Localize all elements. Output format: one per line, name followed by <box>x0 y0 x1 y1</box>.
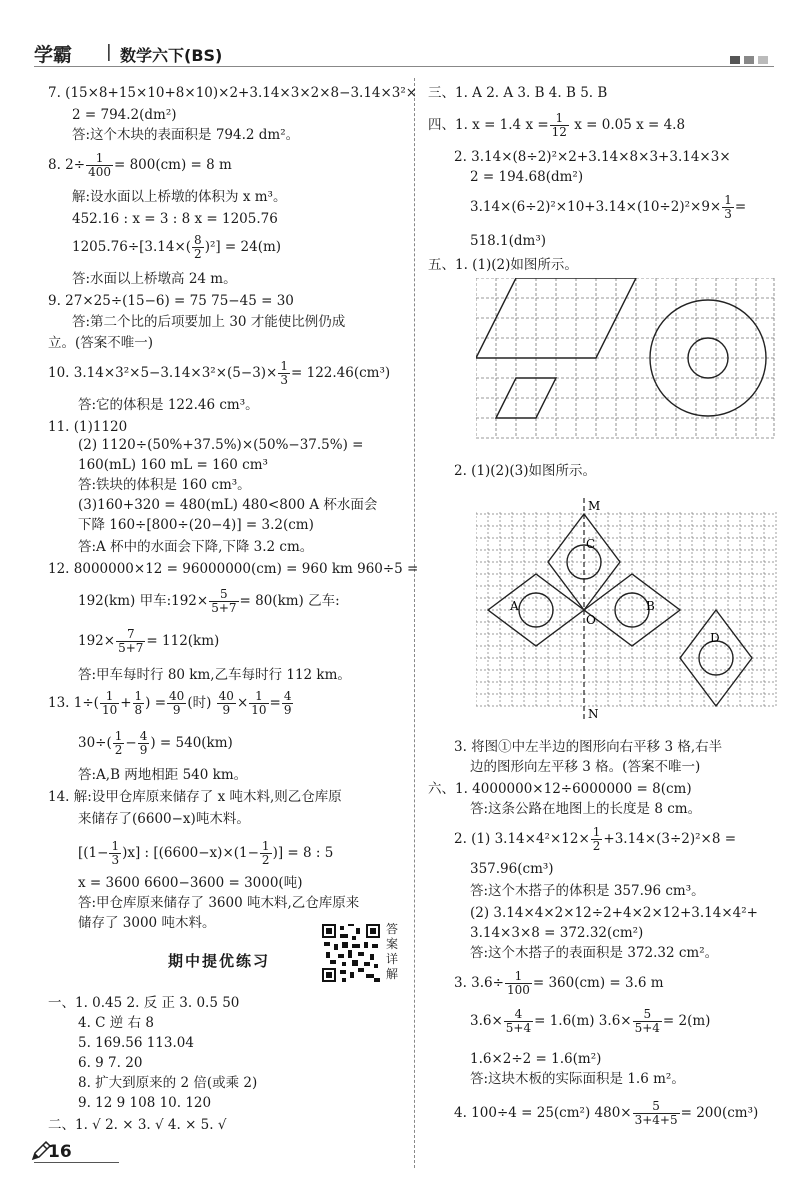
answer-line <box>72 234 281 261</box>
label-n: N <box>588 707 599 721</box>
answer-line: 来储存了(6600−x)吨木料。 <box>78 811 250 827</box>
page-header <box>34 36 774 70</box>
denominator: 5+7 <box>118 641 144 655</box>
answer-line <box>470 1008 710 1035</box>
fraction <box>86 152 113 179</box>
numerator: 5 <box>633 1100 680 1114</box>
answer-line: 518.1(dm³) <box>470 233 547 249</box>
text: 192(km) 甲车:192× <box>78 593 209 609</box>
answer-line: x = 3600 6600−3600 = 3000(吨) <box>78 875 303 891</box>
text: ) = 540(km) <box>150 735 233 751</box>
denominator: 9 <box>139 743 148 757</box>
numerator: 1 <box>114 729 123 743</box>
numerator: 7 <box>116 628 145 642</box>
answer-line <box>48 690 294 717</box>
denominator: 5+4 <box>634 1021 660 1035</box>
text: 10. 3.14×3²×5−3.14×3²×(5−3)× <box>48 365 278 381</box>
denominator: 2 <box>114 743 123 757</box>
text: )] = 8 : 5 <box>272 845 334 861</box>
text: − <box>125 735 137 751</box>
answer-line: 答:第二个比的后项要加上 30 才能使比例仍成 <box>72 314 346 330</box>
answer-line: 14. 解:设甲仓库原来储存了 x 吨木料,则乙仓库原 <box>48 789 342 805</box>
fraction <box>209 588 238 615</box>
answer-line: 2. 3.14×(8÷2)²×2+3.14×8×3+3.14×3× <box>454 149 731 165</box>
answer-line: 160(mL) 160 mL = 160 cm³ <box>78 457 268 473</box>
header-square-icon <box>744 56 754 64</box>
text: [(1− <box>78 845 109 861</box>
answer-line <box>428 112 685 139</box>
answer-line: 8. 扩大到原来的 2 倍(或乘 2) <box>78 1075 258 1091</box>
text: 3.6× <box>470 1013 503 1029</box>
text: 4. 100÷4 = 25(cm²) 480× <box>454 1105 632 1121</box>
answer-line <box>454 1100 758 1127</box>
answer-line: (2) 3.14×4×2×12÷2+4×2×12+3.14×4²+ <box>470 905 758 921</box>
answer-line <box>470 194 746 221</box>
answer-line: 答:这个木搭子的表面积是 372.32 cm²。 <box>470 945 719 961</box>
answer-line: 2 = 194.68(dm²) <box>470 169 584 185</box>
answer-line: 答:A 杯中的水面会下降,下降 3.2 cm。 <box>78 539 314 555</box>
answer-line: 下降 160÷[800÷(20−4)] = 3.2(cm) <box>78 517 314 533</box>
text: + <box>120 695 132 711</box>
answer-line: 答:它的体积是 122.46 cm³。 <box>78 397 259 413</box>
answer-line: 储存了 3000 吨木料。 <box>78 915 216 931</box>
header-square-icon <box>730 56 740 64</box>
answer-line: 5. 169.56 113.04 <box>78 1035 194 1051</box>
denominator: 3 <box>111 853 120 867</box>
text: 8. 2÷ <box>48 157 86 173</box>
answer-line: 9. 27×25÷(15−6) = 75 75−45 = 30 <box>48 293 294 309</box>
answer-line: (3)160+320 = 480(mL) 480<800 A 杯水面会 <box>78 497 378 513</box>
fraction <box>504 1008 533 1035</box>
numerator: 1 <box>111 839 120 853</box>
answer-line <box>454 826 736 853</box>
numerator: 1 <box>86 152 113 166</box>
denominator: 3+4+5 <box>634 1113 678 1127</box>
fraction <box>633 1100 680 1127</box>
denominator: 9 <box>283 703 292 717</box>
answer-line: 答:甲车每时行 80 km,乙车每时行 112 km。 <box>78 667 351 683</box>
numerator: 5 <box>209 588 238 602</box>
text: 13. 1÷( <box>48 695 99 711</box>
fraction <box>100 690 119 717</box>
text: 1205.76÷[3.14×( <box>72 239 192 255</box>
answer-line: 一、1. 0.45 2. 反 正 3. 0.5 50 <box>48 995 240 1011</box>
text: = <box>269 695 281 711</box>
text: × <box>236 695 249 711</box>
answer-line: 解:设水面以上桥墩的体积为 x m³。 <box>72 189 287 205</box>
answer-line: 二、1. √ 2. × 3. √ 4. × 5. √ <box>48 1117 227 1133</box>
answer-line: 2. (1)(2)(3)如图所示。 <box>454 463 597 479</box>
answer-line: 12. 8000000×12 = 96000000(cm) = 960 km 960÷5 = <box>48 561 419 577</box>
numerator: 1 <box>724 193 732 207</box>
label-m: M <box>588 499 601 513</box>
answer-line <box>78 588 340 615</box>
answer-line <box>78 840 333 867</box>
answer-line: 3.14×3×8 = 372.32(cm²) <box>470 925 644 941</box>
text: 四、1. x = 1.4 x = <box>428 117 549 133</box>
fraction <box>722 194 734 221</box>
denominator: 2 <box>261 853 270 867</box>
text: = 1.6(m) 3.6× <box>534 1013 632 1029</box>
page-number: 16 <box>48 1142 72 1162</box>
header-separator: | <box>106 42 112 62</box>
answer-line <box>48 360 390 387</box>
fraction <box>133 690 145 717</box>
fraction <box>113 730 125 757</box>
fraction <box>550 112 569 139</box>
denominator: 9 <box>222 703 231 717</box>
denominator: 12 <box>551 125 567 139</box>
label-o: O <box>586 613 596 627</box>
fraction <box>633 1008 662 1035</box>
numerator: 1 <box>550 112 569 126</box>
label-a: A <box>510 599 519 613</box>
answer-line: 2 = 794.2(dm²) <box>72 107 177 123</box>
denominator: 10 <box>251 703 267 717</box>
answer-line: 立。(答案不唯一) <box>48 335 154 351</box>
numerator: 1 <box>134 689 143 703</box>
denominator: 100 <box>506 983 530 997</box>
fraction <box>505 970 532 997</box>
section-title: 期中提优练习 <box>168 952 271 970</box>
figure-rotation-grid <box>476 494 780 724</box>
numerator: 1 <box>505 970 532 984</box>
text: = 80(km) 乙车: <box>239 593 340 609</box>
header-square-icon <box>758 56 768 64</box>
answer-line: 边的图形向左平移 3 格。(答案不唯一) <box>470 759 701 775</box>
qr-caption: 答案详解 <box>386 922 399 981</box>
book-subject: 数学六下(BS) <box>120 46 223 65</box>
qr-code-icon[interactable] <box>322 924 380 982</box>
text: = <box>734 199 747 215</box>
text: 2. (1) 3.14×4²×12× <box>454 831 590 847</box>
answer-line <box>78 628 219 655</box>
text: 3.14×(6÷2)²×10+3.14×(10÷2)²×9× <box>470 199 722 215</box>
fraction <box>109 840 121 867</box>
answer-line: 3. 将图①中左半边的图形向右平移 3 格,右半 <box>454 739 723 755</box>
fraction <box>278 360 290 387</box>
answer-line: 答:甲仓库原来储存了 3600 吨木料,乙仓库原来 <box>78 895 360 911</box>
text: )²] = 24(m) <box>204 239 282 255</box>
numerator: 1 <box>249 690 268 704</box>
text: = 2(m) <box>662 1013 711 1029</box>
denominator: 9 <box>172 703 181 717</box>
figure-translation-grid <box>476 278 776 440</box>
answer-line: 答:这个木搭子的体积是 357.96 cm³。 <box>470 883 705 899</box>
answer-line: 7. (15×8+15×10+8×10)×2+3.14×3×2×8−3.14×3²× <box>48 85 418 101</box>
fraction <box>249 690 268 717</box>
answer-line: 答:这个木块的表面积是 794.2 dm²。 <box>72 127 300 143</box>
answer-line: 9. 12 9 108 10. 120 <box>78 1095 212 1111</box>
fraction <box>192 234 204 261</box>
answer-line: 答:这块木板的实际面积是 1.6 m²。 <box>470 1071 685 1087</box>
numerator: 40 <box>218 689 234 703</box>
text: = 360(cm) = 3.6 m <box>532 975 664 991</box>
fraction <box>116 628 145 655</box>
header-rule <box>34 66 774 67</box>
text: 192× <box>78 633 116 649</box>
fraction <box>138 730 150 757</box>
fraction <box>167 690 186 717</box>
answer-line: 三、1. A 2. A 3. B 4. B 5. B <box>428 85 608 101</box>
grid-lines <box>476 512 776 706</box>
numerator: 40 <box>169 689 185 703</box>
answer-line: 六、1. 4000000×12÷6000000 = 8(cm) <box>428 781 692 797</box>
label-d: D <box>710 631 720 645</box>
fraction <box>282 690 294 717</box>
text: )x] : [(6600−x)×(1− <box>122 845 259 861</box>
answer-line: 452.16 : x = 3 : 8 x = 1205.76 <box>72 211 278 227</box>
text: (时) <box>187 695 216 711</box>
denominator: 10 <box>101 703 118 717</box>
text: ) = <box>145 695 167 711</box>
answer-line: 答:这条公路在地图上的长度是 8 cm。 <box>470 801 702 817</box>
label-c: C <box>586 537 596 551</box>
answer-line: 答:铁块的体积是 160 cm³。 <box>78 477 251 493</box>
answer-line <box>48 152 232 179</box>
column-divider <box>414 78 415 1168</box>
numerator: 4 <box>504 1008 533 1022</box>
answer-line: 357.96(cm³) <box>470 861 554 877</box>
text: = 200(cm³) <box>680 1105 759 1121</box>
label-b: B <box>646 599 655 613</box>
answer-line: 答:A,B 两地相距 540 km。 <box>78 767 248 783</box>
fraction <box>260 840 272 867</box>
text: x = 0.05 x = 4.8 <box>569 117 686 133</box>
answer-line: 1.6×2÷2 = 1.6(m²) <box>470 1051 602 1067</box>
numerator: 1 <box>100 690 119 704</box>
answer-line <box>78 730 233 757</box>
numerator: 4 <box>283 689 292 703</box>
answer-line: 答:水面以上桥墩高 24 m。 <box>72 271 237 287</box>
fraction <box>217 690 236 717</box>
answer-line: 6. 9 7. 20 <box>78 1055 143 1071</box>
denominator: 5+7 <box>211 601 237 615</box>
denominator: 400 <box>88 165 111 179</box>
denominator: 3 <box>724 207 732 221</box>
answer-line: 11. (1)1120 <box>48 419 128 435</box>
numerator: 8 <box>194 233 202 247</box>
text: = 122.46(cm³) <box>291 365 391 381</box>
answer-line: 4. C 逆 右 8 <box>78 1015 154 1031</box>
numerator: 1 <box>592 825 601 839</box>
numerator: 1 <box>261 839 270 853</box>
text: +3.14×(3÷2)²×8 = <box>603 831 737 847</box>
footer-rule <box>34 1162 119 1163</box>
denominator: 2 <box>194 247 202 261</box>
fraction <box>591 826 603 853</box>
text: 30÷( <box>78 735 112 751</box>
brand-logo: 学霸 <box>34 44 73 66</box>
numerator: 1 <box>280 359 289 373</box>
answer-line: 五、1. (1)(2)如图所示。 <box>428 257 578 273</box>
answer-line: (2) 1120÷(50%+37.5%)×(50%−37.5%) = <box>78 437 364 453</box>
denominator: 5+4 <box>505 1021 532 1035</box>
text: 3. 3.6÷ <box>454 975 504 991</box>
denominator: 2 <box>592 839 601 853</box>
denominator: 3 <box>280 373 289 387</box>
answer-line <box>454 970 664 997</box>
text: = 800(cm) = 8 m <box>113 157 232 173</box>
numerator: 4 <box>139 729 148 743</box>
numerator: 5 <box>633 1008 662 1022</box>
text: = 112(km) <box>146 633 220 649</box>
denominator: 8 <box>134 703 143 717</box>
